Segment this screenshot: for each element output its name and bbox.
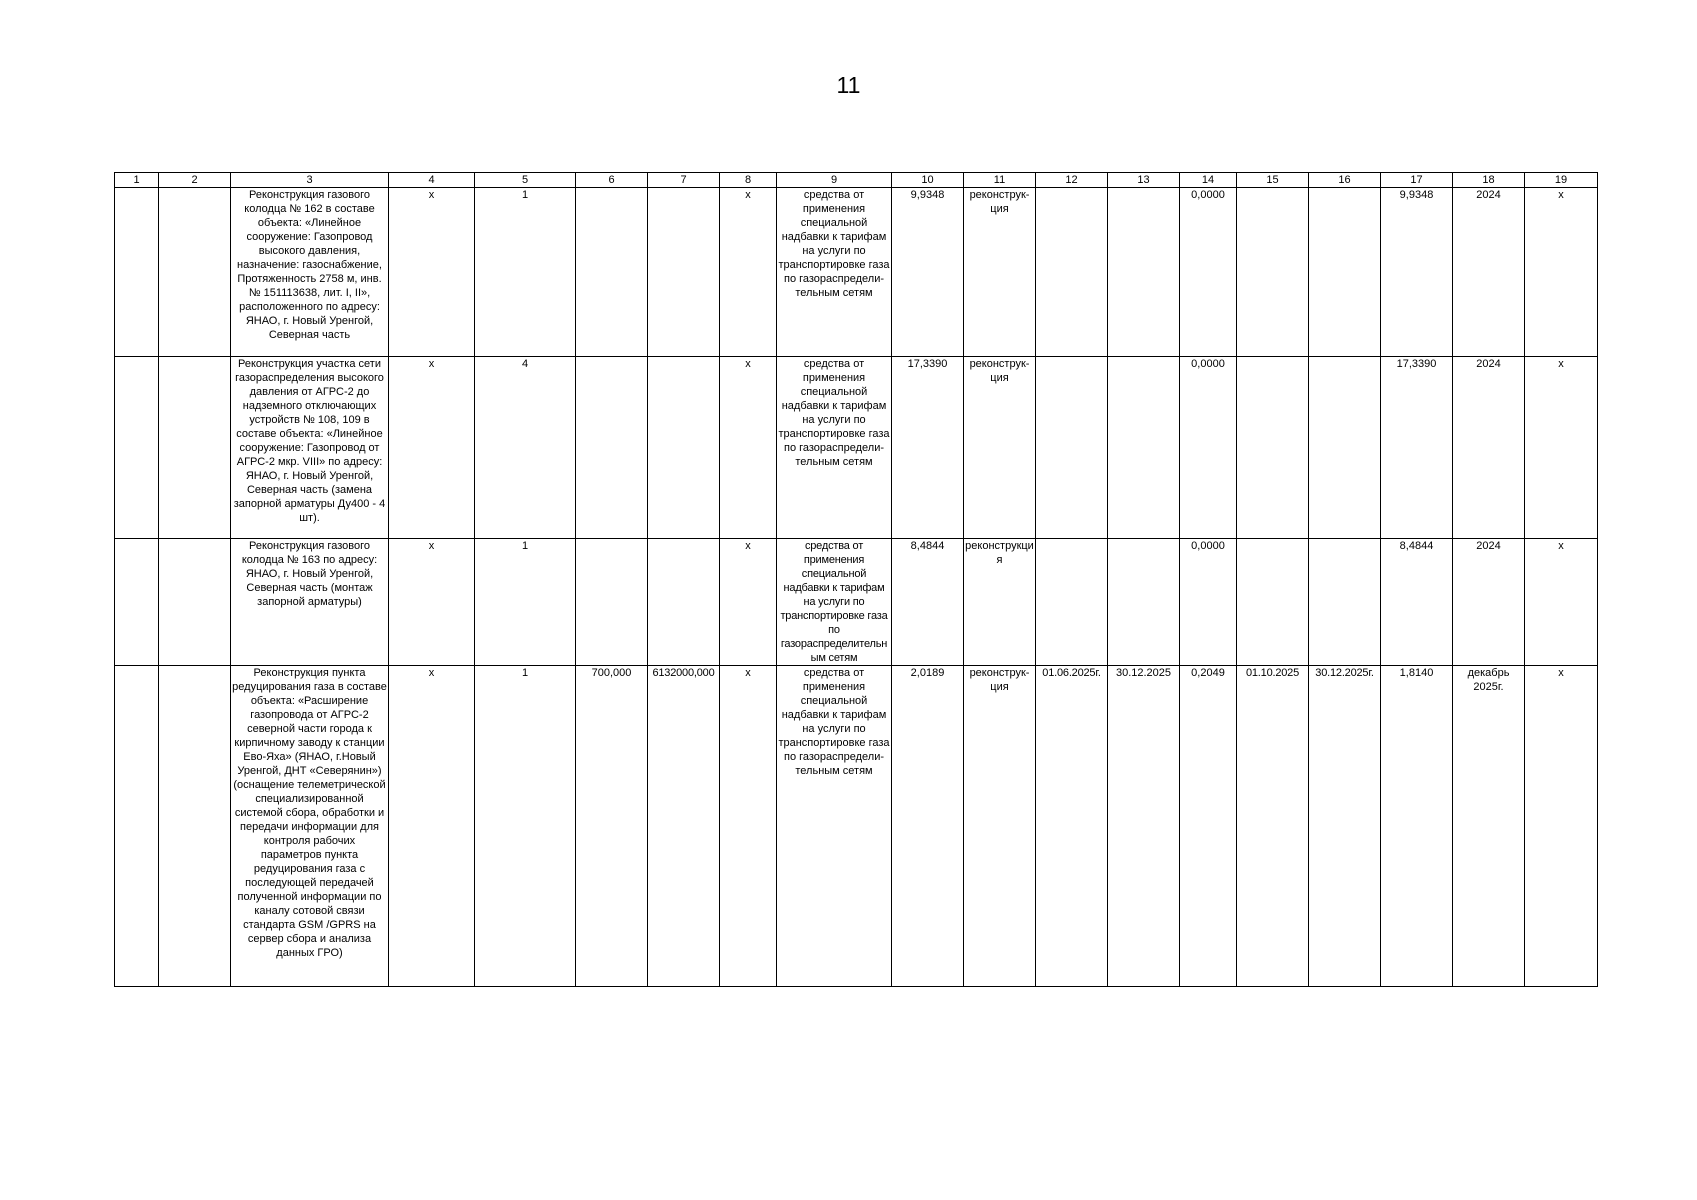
table-cell: x <box>720 188 777 357</box>
table-cell: 700,000 <box>576 666 648 987</box>
table-cell: x <box>1525 666 1598 987</box>
table-cell <box>648 188 720 357</box>
header-cell: 2 <box>159 173 231 188</box>
table-cell: 2024 <box>1453 539 1525 666</box>
header-row <box>115 173 1598 188</box>
table-row <box>115 188 1598 357</box>
work-type-cell: реконструк-ция <box>964 357 1036 539</box>
table-cell: 9,9348 <box>892 188 964 357</box>
table-cell <box>115 188 159 357</box>
header-cell: 1 <box>115 173 159 188</box>
table-cell: x <box>389 357 475 539</box>
table-cell <box>648 539 720 666</box>
table-cell: 0,0000 <box>1180 188 1237 357</box>
table-cell <box>576 357 648 539</box>
table-cell: x <box>720 357 777 539</box>
table-cell: 0,0000 <box>1180 539 1237 666</box>
header-cell: 19 <box>1525 173 1598 188</box>
table-cell: x <box>720 539 777 666</box>
table-cell <box>648 357 720 539</box>
table-cell: 17,3390 <box>892 357 964 539</box>
work-type-cell: реконструкция <box>964 539 1036 666</box>
table-cell: 8,4844 <box>892 539 964 666</box>
header-cell: 10 <box>892 173 964 188</box>
header-cell: 11 <box>964 173 1036 188</box>
table-cell <box>159 188 231 357</box>
object-name-cell: Реконструкция участка сети газораспределения высокого давления от АГРС-2 до надземного отключающих устройств № 108, 109 в составе объекта: «Линейное сооружение: Газопровод от АГРС-2 мкр. VIII» по адресу: ЯНАО, г. Новый Уренгой, Северная часть (замена запорной арматуры Ду400 - 4 шт). <box>231 357 389 539</box>
table-cell <box>1237 539 1309 666</box>
table-cell <box>1309 539 1381 666</box>
work-type-cell: реконструк-ция <box>964 666 1036 987</box>
table-cell <box>115 539 159 666</box>
investment-program-table <box>114 172 1598 987</box>
table-cell: 01.06.2025г. <box>1036 666 1108 987</box>
table-cell <box>1036 188 1108 357</box>
table-cell: x <box>720 666 777 987</box>
object-name-cell: Реконструкция газового колодца № 163 по адресу: ЯНАО, г. Новый Уренгой, Северная часть (монтаж запорной арматуры) <box>231 539 389 666</box>
header-cell: 15 <box>1237 173 1309 188</box>
table-row <box>115 666 1598 987</box>
header-cell: 14 <box>1180 173 1237 188</box>
table-cell <box>115 357 159 539</box>
header-cell: 5 <box>475 173 576 188</box>
table-cell: x <box>1525 539 1598 666</box>
table-cell: x <box>389 188 475 357</box>
table-cell <box>576 539 648 666</box>
table-cell: 9,9348 <box>1381 188 1453 357</box>
table-cell: декабрь 2025г. <box>1453 666 1525 987</box>
table-cell <box>1036 539 1108 666</box>
table-cell: 30.12.2025 <box>1108 666 1180 987</box>
table-cell <box>159 666 231 987</box>
object-name-cell: Реконструкция пункта редуцирования газа в составе объекта: «Расширение газопровода от АГРС-2 северной части города к кирпичному заводу к станции Ево-Яха» (ЯНАО, г.Новый Уренгой, ДНТ «Северянин») (оснащение телеметрической специализированной системой сбора, обработки и передачи информации для контроля рабочих параметров пункта редуцирования газа с последующей передачей полученной информации по каналу сотовой связи стандарта GSM /GPRS на сервер сбора и анализа данных ГРО) <box>231 666 389 987</box>
table-cell: 2,0189 <box>892 666 964 987</box>
table-row <box>115 539 1598 666</box>
work-type-cell: реконструк-ция <box>964 188 1036 357</box>
table-cell: 2024 <box>1453 357 1525 539</box>
table-cell <box>576 188 648 357</box>
table-cell: 30.12.2025г. <box>1309 666 1381 987</box>
table-cell: 6132000,000 <box>648 666 720 987</box>
funding-source-cell: средства от применения специальной надбавки к тарифам на услуги по транспортировке газа по газораспределительным сетям <box>777 539 892 666</box>
header-cell: 3 <box>231 173 389 188</box>
table-cell <box>1108 357 1180 539</box>
header-cell: 12 <box>1036 173 1108 188</box>
table-cell: 0,0000 <box>1180 357 1237 539</box>
table-cell: 1 <box>475 188 576 357</box>
header-cell: 7 <box>648 173 720 188</box>
table-cell <box>1237 357 1309 539</box>
table-cell: 2024 <box>1453 188 1525 357</box>
table-cell <box>159 539 231 666</box>
object-name-cell: Реконструкция газового колодца № 162 в составе объекта: «Линейное сооружение: Газопровод высокого давления, назначение: газоснабжение, Протяженность 2758 м, инв.№ 151113638, лит. I, II», расположенного по адресу: ЯНАО, г. Новый Уренгой, Северная часть <box>231 188 389 357</box>
table-cell: x <box>1525 188 1598 357</box>
funding-source-cell: средства от применения специальной надбавки к тарифам на услуги по транспортировке газа по газораспредели-тельным сетям <box>777 357 892 539</box>
table-cell: x <box>389 666 475 987</box>
table-cell <box>1309 188 1381 357</box>
header-cell: 6 <box>576 173 648 188</box>
table-cell: 4 <box>475 357 576 539</box>
header-cell: 17 <box>1381 173 1453 188</box>
header-cell: 9 <box>777 173 892 188</box>
table-cell <box>159 357 231 539</box>
table-cell <box>1237 188 1309 357</box>
table-cell: x <box>1525 357 1598 539</box>
table-cell: 01.10.2025 <box>1237 666 1309 987</box>
table-row <box>115 357 1598 539</box>
table-cell <box>1036 357 1108 539</box>
table-cell <box>1108 539 1180 666</box>
table-cell: 1 <box>475 539 576 666</box>
table-cell: x <box>389 539 475 666</box>
funding-source-cell: средства от применения специальной надбавки к тарифам на услуги по транспортировке газа по газораспредели-тельным сетям <box>777 666 892 987</box>
header-cell: 4 <box>389 173 475 188</box>
header-cell: 8 <box>720 173 777 188</box>
header-cell: 13 <box>1108 173 1180 188</box>
table-cell: 1 <box>475 666 576 987</box>
table-cell <box>115 666 159 987</box>
header-cell: 18 <box>1453 173 1525 188</box>
table-cell <box>1309 357 1381 539</box>
header-cell: 16 <box>1309 173 1381 188</box>
table-cell <box>1108 188 1180 357</box>
table-cell: 1,8140 <box>1381 666 1453 987</box>
page-number: 11 <box>836 72 861 98</box>
table-cell: 17,3390 <box>1381 357 1453 539</box>
funding-source-cell: средства от применения специальной надбавки к тарифам на услуги по транспортировке газа по газораспредели-тельным сетям <box>777 188 892 357</box>
table-cell: 0,2049 <box>1180 666 1237 987</box>
table-cell: 8,4844 <box>1381 539 1453 666</box>
